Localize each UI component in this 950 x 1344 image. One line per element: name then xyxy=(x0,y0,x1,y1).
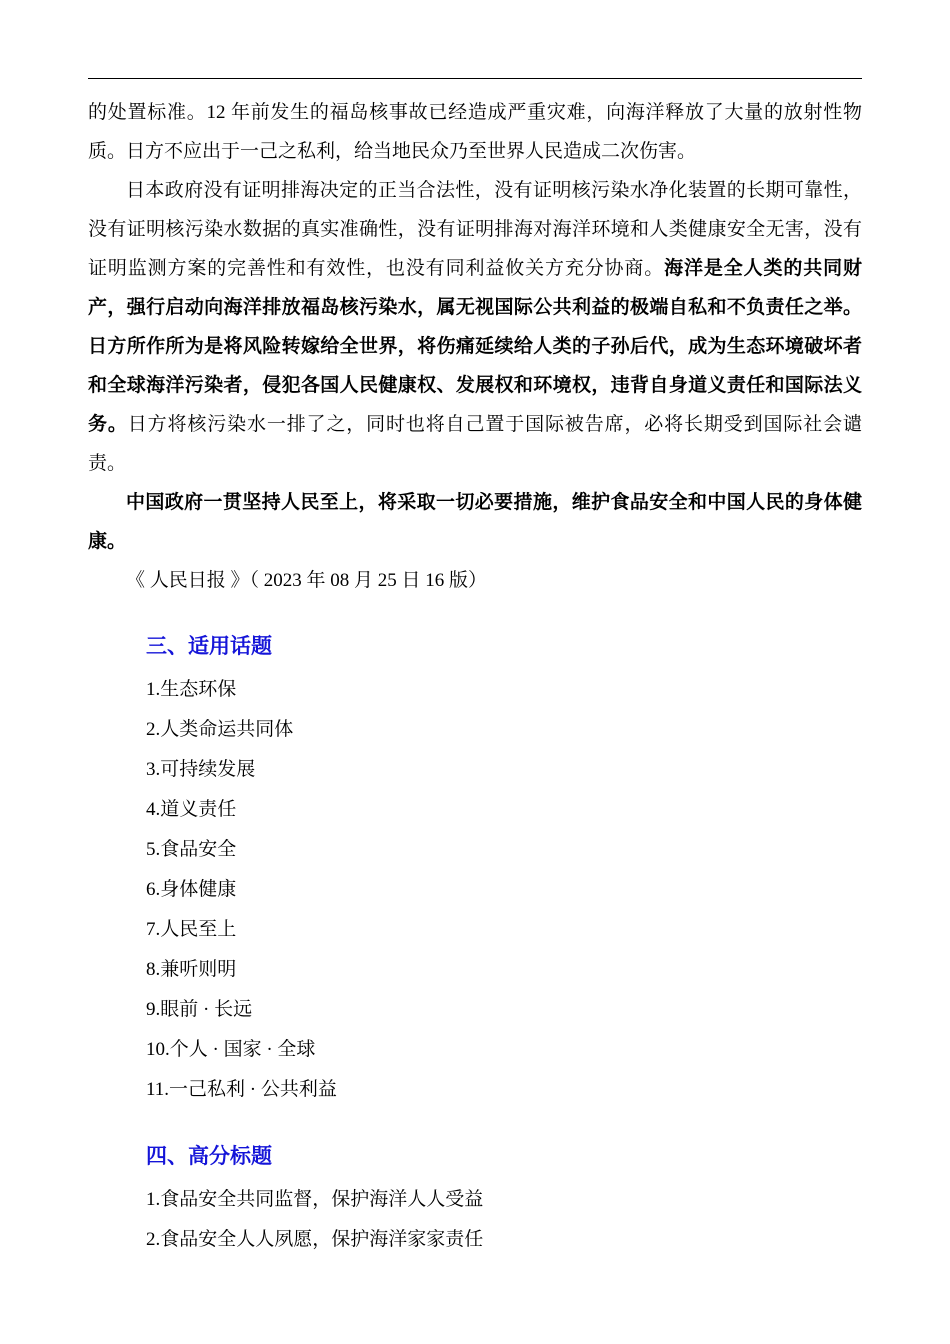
source-citation xyxy=(88,561,862,600)
topic-list-item: 7.人民至上 xyxy=(146,919,237,940)
topic-list-item: 4.道义责任 xyxy=(146,799,237,820)
paragraph-bold-text: 海洋是全人类的共同财产，强行启动向海洋排放福岛核污染水，属无视国际公共利益的极端自私和不负责任之举。日方所作所为是将风险转嫁给全世界，将伤痛延续给人类的子孙后代，成为生态环境破坏者和全球海洋污染者，侵犯各国人民健康权、发展权和环境权，违背自身道义责任和国际法义务。 xyxy=(88,258,862,435)
paragraph-continuation xyxy=(88,93,862,171)
paragraph-continuation-text: 的处置标准。12 年前发生的福岛核事故已经造成严重灾难，向海洋释放了大量的放射性物质。日方不应出于一己之私利，给当地民众乃至世界人民造成二次伤害。 xyxy=(88,102,862,162)
paragraph-government-statement xyxy=(88,171,862,483)
topic-list-item: 3.可持续发展 xyxy=(146,759,256,780)
section-topics xyxy=(146,632,862,1110)
header-divider xyxy=(88,78,862,79)
title-list-item: 1.食品安全共同监督，保护海洋人人受益 xyxy=(146,1189,484,1210)
title-list-item: 2.食品安全人人夙愿，保护海洋家家责任 xyxy=(146,1229,484,1250)
topic-list-item: 1.生态环保 xyxy=(146,679,237,700)
topics-list xyxy=(146,670,862,1110)
topic-list-item: 10.个人 · 国家 · 全球 xyxy=(146,1039,316,1060)
paragraph-china-position xyxy=(88,483,862,561)
topic-list-item: 6.身体健康 xyxy=(146,879,237,900)
titles-list xyxy=(146,1180,862,1260)
topic-list-item: 9.眼前 · 长远 xyxy=(146,999,253,1020)
topic-list-item: 2.人类命运共同体 xyxy=(146,719,294,740)
topic-list-item: 8.兼听则明 xyxy=(146,959,237,980)
topic-list-item: 5.食品安全 xyxy=(146,839,237,860)
paragraph-normal-text-2: 日方将核污染水一排了之，同时也将自己置于国际被告席，必将长期受到国际社会谴责。 xyxy=(88,414,862,474)
paragraph-china-position-text: 中国政府一贯坚持人民至上，将采取一切必要措施，维护食品安全和中国人民的身体健康。 xyxy=(88,492,862,552)
section-titles xyxy=(146,1142,862,1260)
section-heading-titles: 四、高分标题 xyxy=(146,1145,272,1168)
section-heading-topics: 三、适用话题 xyxy=(146,635,272,658)
topic-list-item: 11.一己私利 · 公共利益 xyxy=(146,1079,337,1100)
paragraph-normal-text: 日本政府没有证明排海决定的正当合法性，没有证明核污染水净化装置的长期可靠性，没有证明核污染水数据的真实准确性，没有证明排海对海洋环境和人类健康安全无害，没有证明监测方案的完善性和有效性，也没有同利益攸关方充分协商。 xyxy=(88,180,862,279)
source-citation-text: 《 人民日报 》（ 2023 年 08 月 25 日 16 版） xyxy=(126,570,488,591)
